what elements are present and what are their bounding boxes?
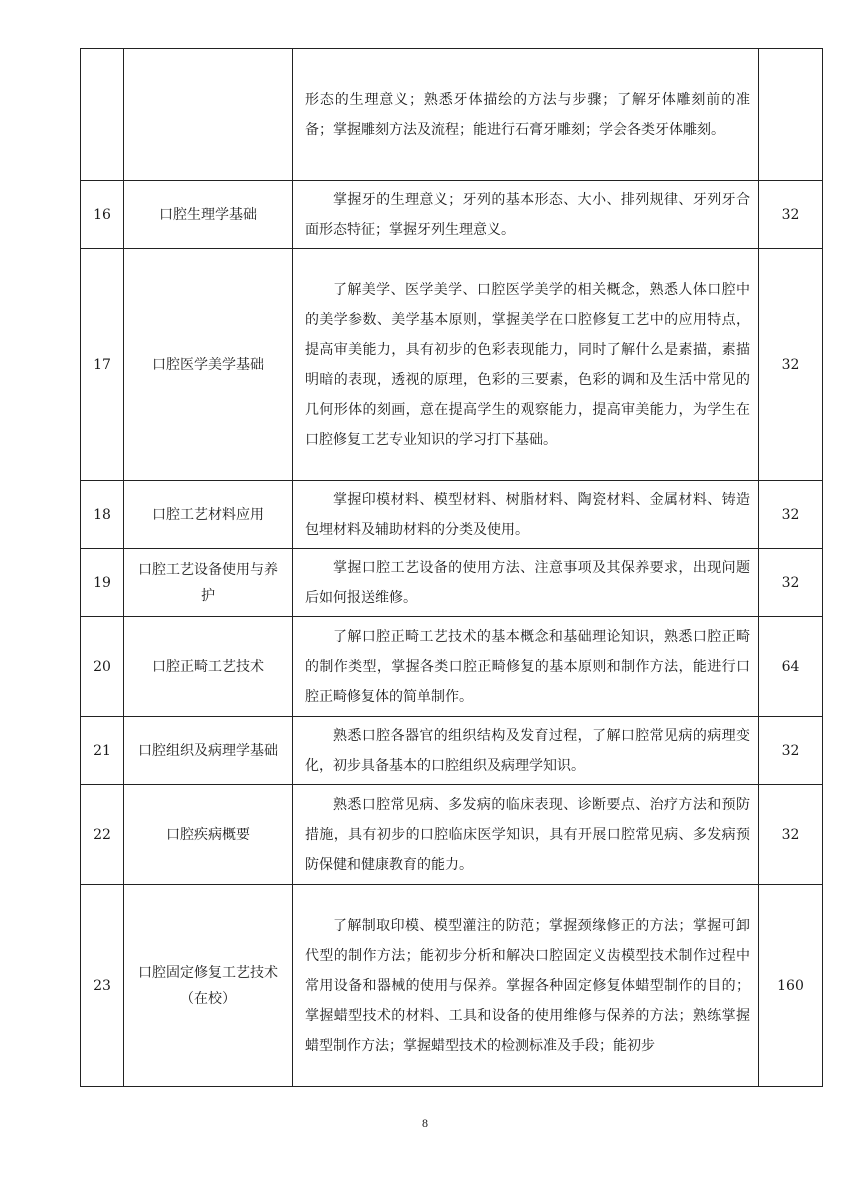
course-hours: 32	[759, 549, 823, 617]
curriculum-table	[80, 48, 823, 1087]
course-hours: 32	[759, 717, 823, 785]
course-description: 掌握牙的生理意义；牙列的基本形态、大小、排列规律、牙列牙合面形态特征；掌握牙列生理意义。	[293, 181, 759, 249]
course-hours: 32	[759, 181, 823, 249]
course-name-note: （在校）	[180, 990, 236, 1007]
course-number: 21	[81, 717, 124, 785]
course-description: 了解口腔正畸工艺技术的基本概念和基础理论知识，熟悉口腔正畸的制作类型，掌握各类口腔正畸修复的基本原则和制作方法，能进行口腔正畸修复体的简单制作。	[293, 617, 759, 717]
table-row	[81, 885, 823, 1087]
course-name: 口腔工艺设备使用与养护	[124, 549, 293, 617]
course-name: 口腔生理学基础	[124, 181, 293, 249]
course-description: 熟悉口腔常见病、多发病的临床表现、诊断要点、治疗方法和预防措施，具有初步的口腔临床医学知识，具有开展口腔常见病、多发病预防保健和健康教育的能力。	[293, 785, 759, 885]
course-description: 熟悉口腔各器官的组织结构及发育过程，了解口腔常见病的病理变化，初步具备基本的口腔组织及病理学知识。	[293, 717, 759, 785]
table-row	[81, 617, 823, 717]
table-row	[81, 549, 823, 617]
table-row	[81, 717, 823, 785]
course-description: 掌握口腔工艺设备的使用方法、注意事项及其保养要求，出现问题后如何报送维修。	[293, 549, 759, 617]
course-number: 23	[81, 885, 124, 1087]
course-number: 18	[81, 481, 124, 549]
course-number: 19	[81, 549, 124, 617]
table-row	[81, 181, 823, 249]
course-name: 口腔固定修复工艺技术	[138, 964, 278, 981]
course-description: 掌握印模材料、模型材料、树脂材料、陶瓷材料、金属材料、铸造包埋材料及辅助材料的分类及使用。	[293, 481, 759, 549]
course-hours	[759, 49, 823, 181]
course-description: 了解美学、医学美学、口腔医学美学的相关概念，熟悉人体口腔中的美学参数、美学基本原则，掌握美学在口腔修复工艺中的应用特点，提高审美能力，具有初步的色彩表现能力，同时了解什么是素描，素描明暗的表现，透视的原理，色彩的三要素，色彩的调和及生活中常见的几何形体的刻画，意在提高学生的观察能力，提高审美能力，为学生在口腔修复工艺专业知识的学习打下基础。	[293, 249, 759, 481]
course-name: 口腔医学美学基础	[124, 249, 293, 481]
table-row	[81, 249, 823, 481]
course-description: 了解制取印模、模型灌注的防范；掌握颈缘修正的方法；掌握可卸代型的制作方法；能初步分析和解决口腔固定义齿模型技术制作过程中常用设备和器械的使用与保养。掌握各种固定修复体蜡型制作的目的；掌握蜡型技术的材料、工具和设备的使用维修与保养的方法；熟练掌握蜡型制作方法；掌握蜡型技术的检测标准及手段；能初步	[293, 885, 759, 1087]
course-number	[81, 49, 124, 181]
course-name-cell	[124, 885, 293, 1087]
course-hours: 160	[759, 885, 823, 1087]
course-number: 20	[81, 617, 124, 717]
course-number: 16	[81, 181, 124, 249]
course-hours: 32	[759, 785, 823, 885]
course-name	[124, 49, 293, 181]
table-row	[81, 49, 823, 181]
course-number: 17	[81, 249, 124, 481]
course-description: 形态的生理意义；熟悉牙体描绘的方法与步骤；了解牙体雕刻前的准备；掌握雕刻方法及流程；能进行石膏牙雕刻；学会各类牙体雕刻。	[293, 49, 759, 181]
table-row	[81, 481, 823, 549]
course-name: 口腔正畸工艺技术	[124, 617, 293, 717]
course-hours: 32	[759, 249, 823, 481]
course-hours: 64	[759, 617, 823, 717]
course-number: 22	[81, 785, 124, 885]
table-row	[81, 785, 823, 885]
course-hours: 32	[759, 481, 823, 549]
page-number: 8	[422, 1116, 428, 1130]
course-name: 口腔疾病概要	[124, 785, 293, 885]
course-name: 口腔组织及病理学基础	[124, 717, 293, 785]
course-name: 口腔工艺材料应用	[124, 481, 293, 549]
